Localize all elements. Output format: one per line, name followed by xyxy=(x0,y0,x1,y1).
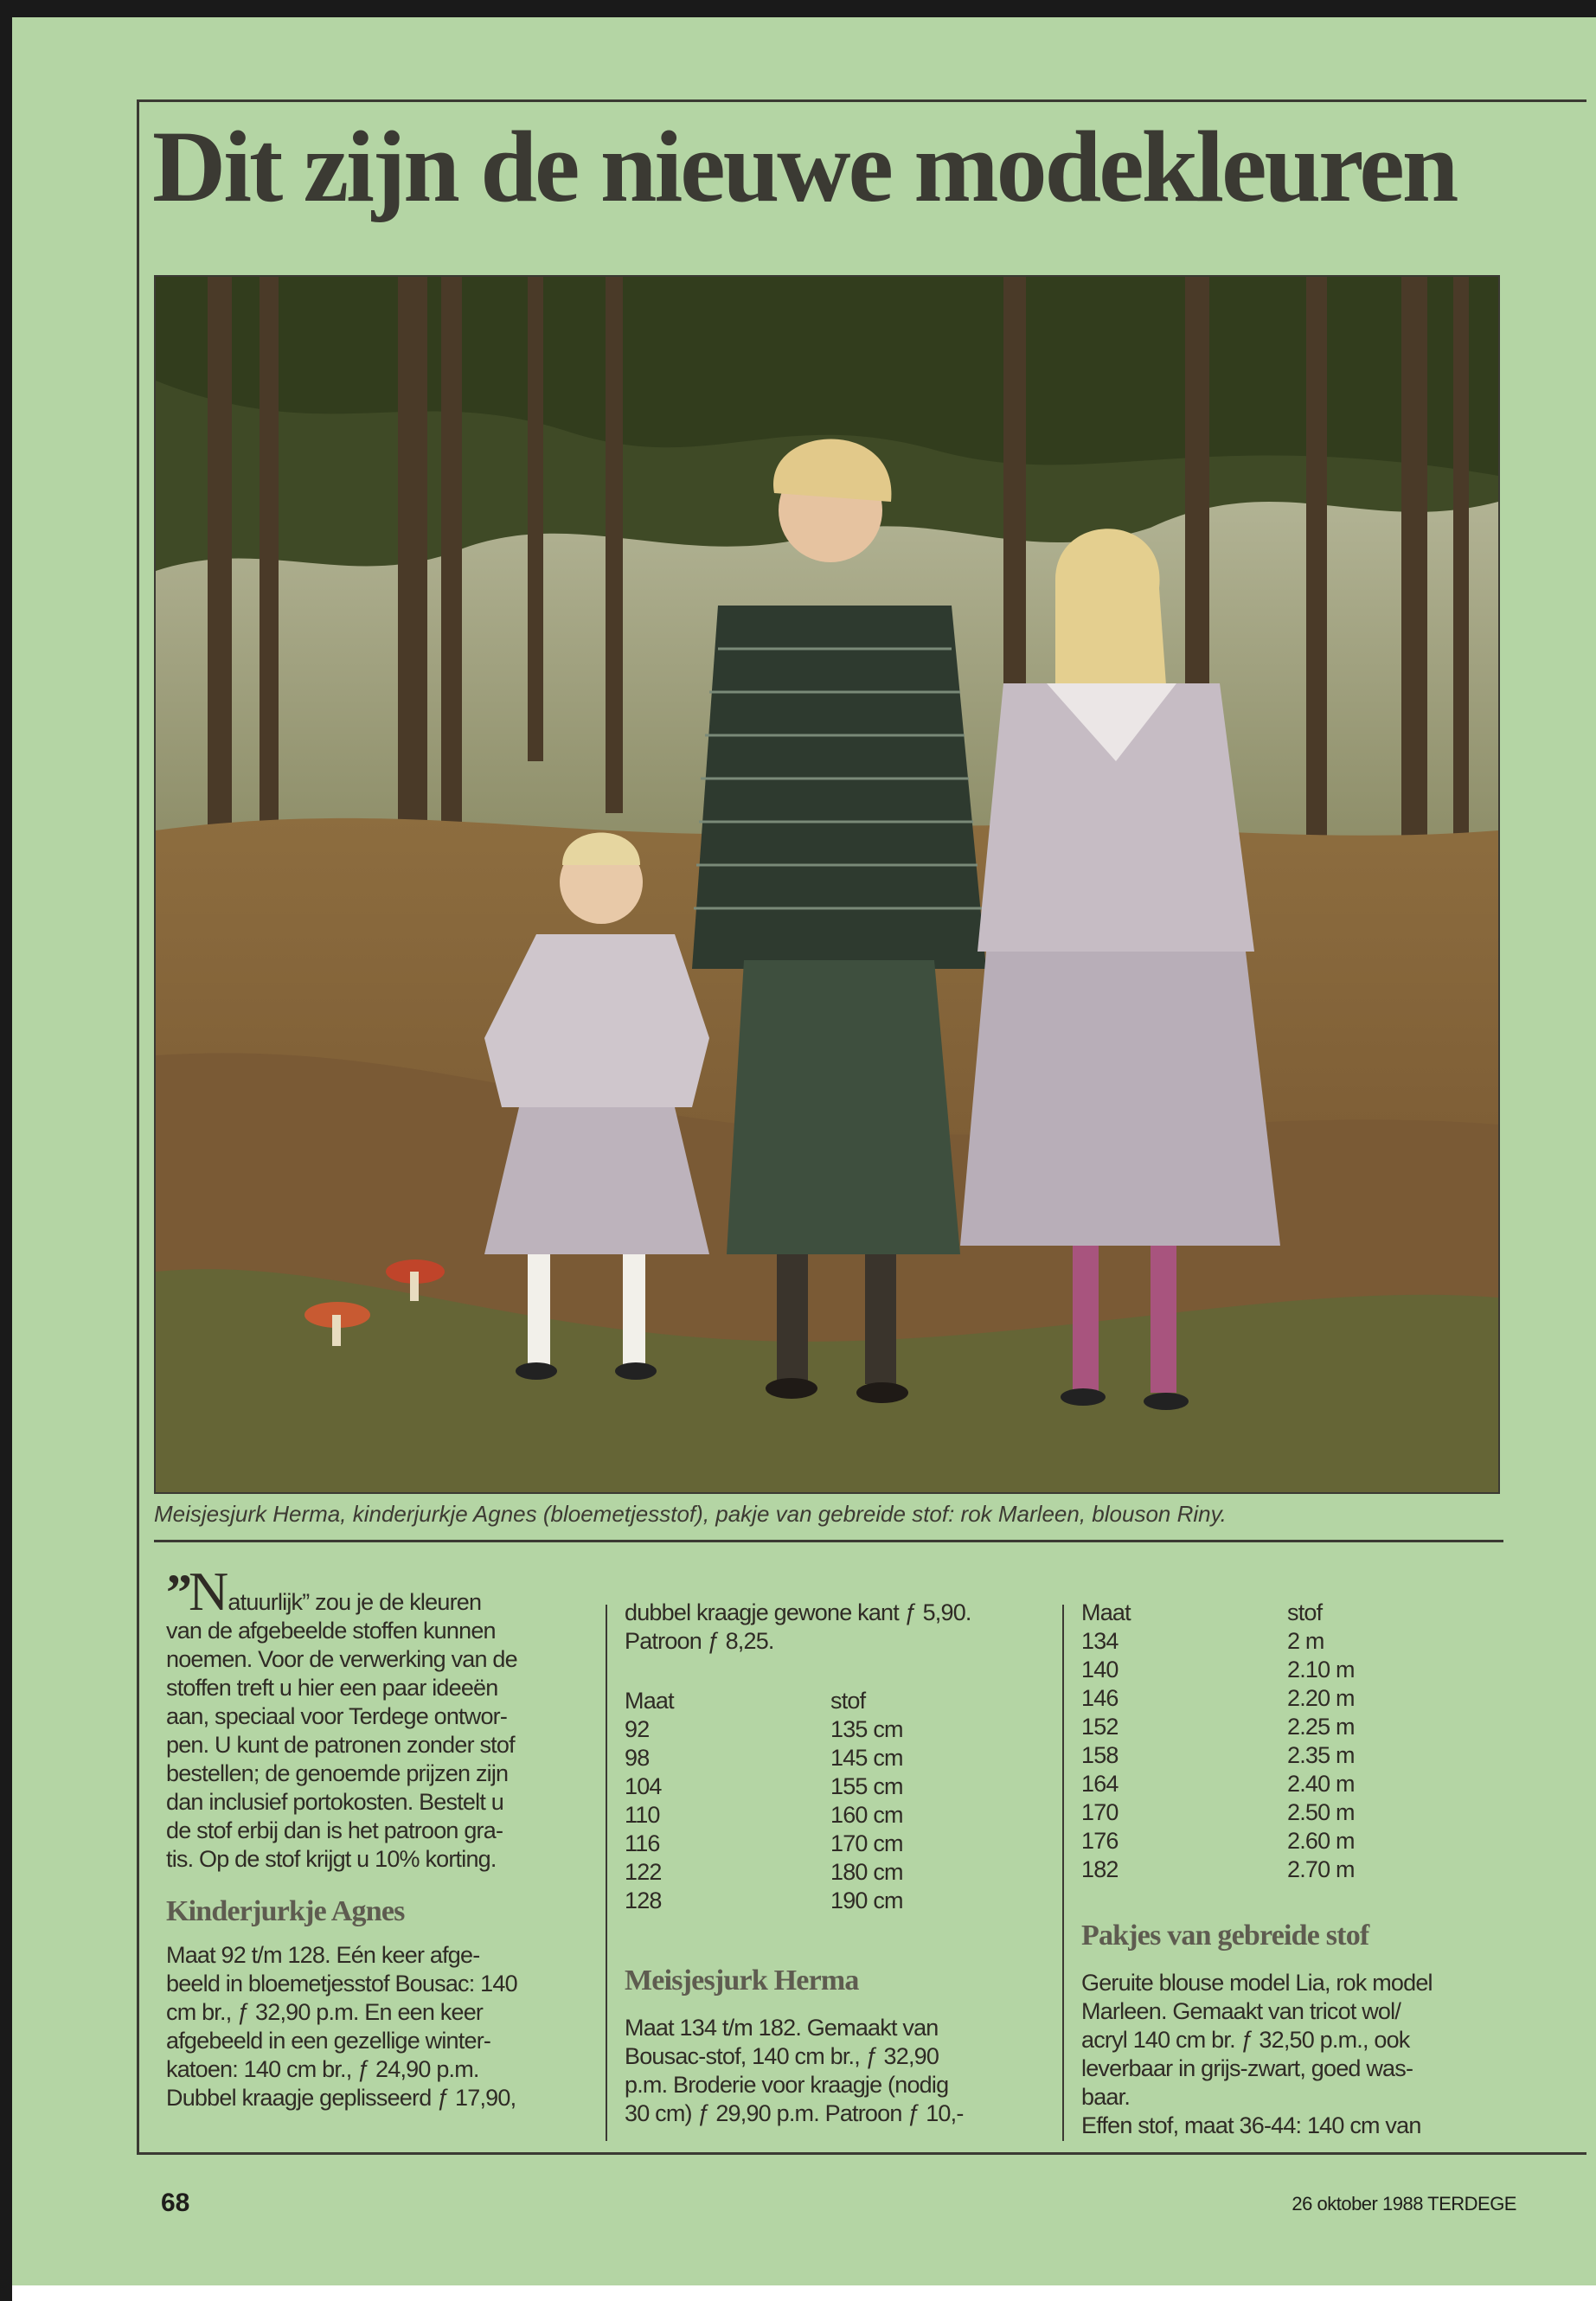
intro-line-1: van de afgebeelde stoffen kunnen xyxy=(166,1618,496,1644)
column-2 xyxy=(625,1599,1048,2128)
table-row xyxy=(1081,1627,1355,1656)
column-divider-2 xyxy=(1062,1605,1064,2141)
stof-header: stof xyxy=(830,1688,866,1714)
col2-line-0: dubbel kraagje gewone kant ƒ 5,90. xyxy=(625,1599,971,1625)
maat-cell: 134 xyxy=(1081,1628,1118,1654)
table-row xyxy=(1081,1798,1355,1827)
table-row xyxy=(1081,1656,1355,1684)
stof-cell: 190 cm xyxy=(830,1888,903,1913)
maat-cell: 152 xyxy=(1081,1714,1118,1740)
maat-cell: 116 xyxy=(625,1830,660,1856)
table-row xyxy=(625,1772,903,1801)
pakjes-heading: Pakjes van gebreide stof xyxy=(1081,1920,1369,1952)
intro-line-5: pen. U kunt de patronen zonder stof xyxy=(166,1732,515,1758)
stof-cell: 2 m xyxy=(1287,1628,1324,1654)
page-headline: Dit zijn de nieuwe modekleuren xyxy=(152,110,1457,223)
pakjes-line-1: Marleen. Gemaakt van tricot wol/ xyxy=(1081,1998,1401,2024)
table-row xyxy=(1081,1770,1355,1798)
stof-cell: 2.20 m xyxy=(1287,1685,1355,1711)
table-header-row xyxy=(625,1687,903,1715)
maat-cell: 122 xyxy=(625,1859,662,1885)
pakjes-line-0: Geruite blouse model Lia, rok model xyxy=(1081,1970,1433,1996)
maat-cell: 170 xyxy=(1081,1799,1118,1825)
intro-line-0: atuurlijk” zou je de kleuren xyxy=(228,1589,482,1615)
maat-header: Maat xyxy=(625,1688,674,1714)
col2-intro xyxy=(625,1599,1048,1656)
table-row xyxy=(1081,1684,1355,1713)
herma-size-table xyxy=(1081,1599,1355,1884)
dropcap-quote: ” xyxy=(166,1564,189,1621)
agnes-line-4: katoen: 140 cm br., ƒ 24,90 p.m. xyxy=(166,2056,479,2082)
maat-cell: 104 xyxy=(625,1773,662,1799)
pakjes-paragraph xyxy=(1081,1969,1531,2140)
stof-cell: 160 cm xyxy=(830,1802,903,1828)
pakjes-line-3: leverbaar in grijs-zwart, goed was- xyxy=(1081,2055,1413,2081)
maat-cell: 176 xyxy=(1081,1828,1118,1854)
agnes-line-1: beeld in bloemetjesstof Bousac: 140 xyxy=(166,1971,517,1997)
intro-line-8: de stof erbij dan is het patroon gra- xyxy=(166,1817,503,1843)
maat-cell: 158 xyxy=(1081,1742,1118,1768)
maat-cell: 140 xyxy=(1081,1657,1118,1682)
stof-cell: 2.25 m xyxy=(1287,1714,1355,1740)
scan-border-top xyxy=(0,0,1596,17)
table-row xyxy=(625,1744,903,1772)
stof-cell: 145 cm xyxy=(830,1745,903,1771)
herma-line-2: p.m. Broderie voor kraagje (nodig xyxy=(625,2072,949,2098)
column-3 xyxy=(1081,1599,1531,2140)
table-header-row xyxy=(1081,1599,1355,1627)
table-row xyxy=(1081,1856,1355,1884)
stof-header: stof xyxy=(1287,1599,1323,1625)
intro-line-4: aan, speciaal voor Terdege ontwor- xyxy=(166,1703,508,1729)
intro-line-6: bestellen; de genoemde prijzen zijn xyxy=(166,1760,509,1786)
agnes-heading: Kinderjurkje Agnes xyxy=(166,1895,405,1927)
stof-cell: 2.70 m xyxy=(1287,1856,1355,1882)
photo-caption: Meisjesjurk Herma, kinderjurkje Agnes (bloemetjesstof), pakje van gebreide stof: rok Marleen, blouson Riny. xyxy=(154,1501,1227,1527)
table-row xyxy=(625,1830,903,1858)
agnes-line-5: Dubbel kraagje geplisseerd ƒ 17,90, xyxy=(166,2085,516,2111)
stof-cell: 135 cm xyxy=(830,1716,903,1742)
stof-cell: 155 cm xyxy=(830,1773,903,1799)
table-row xyxy=(625,1801,903,1830)
pakjes-line-4: baar. xyxy=(1081,2084,1131,2110)
stof-cell: 2.60 m xyxy=(1287,1828,1355,1854)
table-row xyxy=(625,1887,903,1915)
intro-paragraph xyxy=(166,1561,590,1874)
table-row xyxy=(625,1715,903,1744)
table-row xyxy=(625,1858,903,1887)
scan-border-left xyxy=(0,0,12,2301)
agnes-line-0: Maat 92 t/m 128. Eén keer afge- xyxy=(166,1942,480,1968)
col2-line-1: Patroon ƒ 8,25. xyxy=(625,1628,774,1654)
intro-line-2: noemen. Voor de verwerking van de xyxy=(166,1646,517,1672)
maat-cell: 98 xyxy=(625,1745,650,1771)
dropcap-letter: N xyxy=(189,1561,228,1622)
stof-cell: 2.10 m xyxy=(1287,1657,1355,1682)
maat-cell: 110 xyxy=(625,1802,660,1828)
photo-forest-family-illustration xyxy=(156,277,1498,1492)
table-row xyxy=(1081,1827,1355,1856)
maat-cell: 182 xyxy=(1081,1856,1118,1882)
caption-divider xyxy=(154,1540,1503,1542)
table-row xyxy=(1081,1713,1355,1741)
herma-paragraph xyxy=(625,2014,1048,2128)
page-number: 68 xyxy=(161,2189,190,2217)
herma-heading: Meisjesjurk Herma xyxy=(625,1965,859,1997)
stof-cell: 170 cm xyxy=(830,1830,903,1856)
maat-cell: 128 xyxy=(625,1888,662,1913)
intro-line-3: stoffen treft u hier een paar ideeën xyxy=(166,1675,498,1701)
maat-header: Maat xyxy=(1081,1599,1131,1625)
stof-cell: 2.40 m xyxy=(1287,1771,1355,1797)
page-footer: 26 oktober 1988 TERDEGE xyxy=(1292,2193,1516,2214)
agnes-paragraph xyxy=(166,1941,590,2112)
article-photo xyxy=(154,275,1500,1494)
stof-cell: 2.35 m xyxy=(1287,1742,1355,1768)
agnes-size-table xyxy=(625,1687,903,1915)
intro-line-9: tis. Op de stof krijgt u 10% korting. xyxy=(166,1846,497,1872)
agnes-line-3: afgebeeld in een gezellige winter- xyxy=(166,2028,491,2054)
table-row xyxy=(1081,1741,1355,1770)
maat-cell: 92 xyxy=(625,1716,650,1742)
pakjes-line-2: acryl 140 cm br. ƒ 32,50 p.m., ook xyxy=(1081,2027,1410,2053)
column-divider-1 xyxy=(606,1605,607,2141)
column-1 xyxy=(166,1561,590,2112)
stof-cell: 2.50 m xyxy=(1287,1799,1355,1825)
herma-line-3: 30 cm) ƒ 29,90 p.m. Patroon ƒ 10,- xyxy=(625,2100,964,2126)
maat-cell: 164 xyxy=(1081,1771,1118,1797)
agnes-line-2: cm br., ƒ 32,90 p.m. En een keer xyxy=(166,1999,484,2025)
herma-line-1: Bousac-stof, 140 cm br., ƒ 32,90 xyxy=(625,2043,939,2069)
pakjes-line-5: Effen stof, maat 36-44: 140 cm van xyxy=(1081,2112,1421,2138)
maat-cell: 146 xyxy=(1081,1685,1118,1711)
herma-line-0: Maat 134 t/m 182. Gemaakt van xyxy=(625,2015,939,2041)
intro-line-7: dan inclusief portokosten. Bestelt u xyxy=(166,1789,503,1815)
stof-cell: 180 cm xyxy=(830,1859,903,1885)
